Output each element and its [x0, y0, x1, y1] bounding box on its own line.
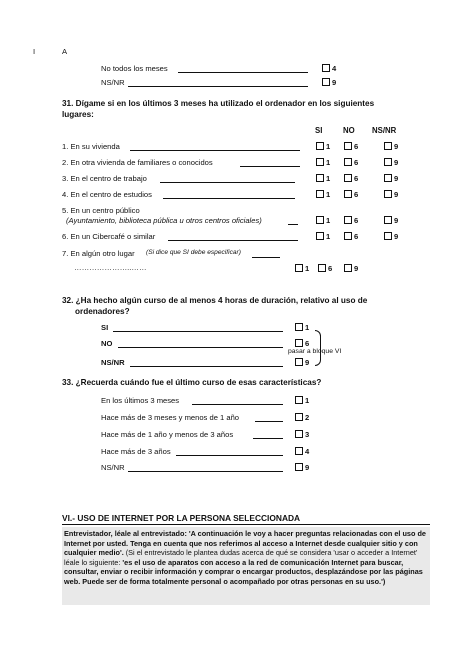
- answer-line: [255, 421, 283, 422]
- section-divider: [62, 524, 430, 525]
- checkbox-nsnr[interactable]: [384, 174, 392, 182]
- answer-line: [253, 438, 283, 439]
- code-si: 1: [326, 142, 331, 151]
- row-label: 7. En algún otro lugar: [62, 249, 135, 258]
- row-label: 6. En un Cibercafé o similar: [62, 232, 156, 241]
- checkbox-si[interactable]: [316, 158, 324, 166]
- option-label: En los últimos 3 meses: [101, 396, 180, 405]
- checkbox[interactable]: [295, 358, 303, 366]
- col-header-nsnr: NS/NR: [372, 126, 397, 135]
- checkbox-si[interactable]: [295, 264, 303, 272]
- row-note: (Si dice que SI debe especificar): [146, 249, 241, 256]
- row-label: 5. En un centro público: [62, 206, 140, 215]
- checkbox-si[interactable]: [316, 216, 324, 224]
- code-nsnr: 9: [394, 216, 399, 225]
- code-no: 6: [354, 158, 359, 167]
- checkbox-si[interactable]: [316, 232, 324, 240]
- checkbox-si[interactable]: [316, 142, 324, 150]
- option-code: 9: [332, 78, 337, 87]
- option-code: 9: [305, 463, 310, 472]
- q31-title-line2: lugares:: [62, 110, 94, 119]
- option-label: Hace más de 3 años: [101, 447, 171, 456]
- checkbox[interactable]: [295, 447, 303, 455]
- code-nsnr: 9: [394, 190, 399, 199]
- checkbox[interactable]: [295, 413, 303, 421]
- answer-line: [252, 257, 280, 258]
- q33-title: 33. ¿Recuerda cuándo fue el último curso de esas características?: [62, 378, 322, 387]
- q31-title-line1: 31. Dígame si en los últimos 3 meses ha utilizado el ordenador en los siguientes: [62, 99, 375, 108]
- checkbox-no[interactable]: [344, 216, 352, 224]
- answer-line: [128, 86, 308, 87]
- code-no: 6: [354, 216, 359, 225]
- checkbox-no[interactable]: [344, 232, 352, 240]
- checkbox-no[interactable]: [344, 174, 352, 182]
- code-nsnr: 9: [354, 264, 359, 273]
- checkbox-si[interactable]: [316, 174, 324, 182]
- row-sublabel: (Ayuntamiento, biblioteca pública u otros centros oficiales): [66, 216, 262, 225]
- checkbox[interactable]: [295, 430, 303, 438]
- option-code: 3: [305, 430, 310, 439]
- option-label: Hace más de 3 meses y menos de 1 año: [101, 413, 240, 422]
- answer-line: [288, 224, 298, 225]
- option-label: NS/NR: [101, 358, 125, 367]
- code-nsnr: 9: [394, 174, 399, 183]
- option-code: 1: [305, 323, 310, 332]
- checkbox-nsnr[interactable]: [384, 216, 392, 224]
- row-label: 3. En el centro de trabajo: [62, 174, 147, 183]
- code-si: 1: [326, 158, 331, 167]
- q32-title-line2: ordenadores?: [75, 307, 130, 316]
- checkbox[interactable]: [295, 396, 303, 404]
- code-no: 6: [354, 232, 359, 241]
- answer-line: [130, 150, 300, 151]
- row-label: 4. En el centro de estudios: [62, 190, 152, 199]
- answer-line: [240, 166, 300, 167]
- checkbox-nsnr[interactable]: [384, 142, 392, 150]
- option-label: NO: [101, 339, 113, 348]
- checkbox-si[interactable]: [316, 190, 324, 198]
- checkbox[interactable]: [295, 323, 303, 331]
- checkbox-nsnr[interactable]: [344, 264, 352, 272]
- page-margin-mark: I: [33, 47, 36, 56]
- answer-line: [163, 198, 295, 199]
- instruction-normal: (Si el entrevistado le plantea dudas acerca de qué se considera 'usar o acceder a Internet' léale lo siguiente:: [64, 548, 418, 567]
- checkbox-nsnr[interactable]: [384, 190, 392, 198]
- option-code: 4: [332, 64, 337, 73]
- skip-note: pasar a bloque VI: [288, 348, 342, 355]
- row-label: 1. En su vivienda: [62, 142, 120, 151]
- row-label: 2. En otra vivienda de familiares o conocidos: [62, 158, 213, 167]
- answer-line: [168, 240, 298, 241]
- option-code: 4: [305, 447, 310, 456]
- checkbox[interactable]: [295, 463, 303, 471]
- code-si: 1: [326, 190, 331, 199]
- option-label: NS/NR: [101, 463, 125, 472]
- q32-title-line1: 32. ¿Ha hecho algún curso de al menos 4 horas de duración, relativo al uso de: [62, 296, 368, 305]
- answer-line: [113, 331, 283, 332]
- code-si: 1: [326, 174, 331, 183]
- interviewer-instruction: [64, 529, 428, 587]
- code-nsnr: 9: [394, 142, 399, 151]
- code-no: 6: [354, 142, 359, 151]
- option-code: 9: [305, 358, 310, 367]
- answer-line: [118, 347, 283, 348]
- block-letter: A: [62, 47, 68, 56]
- answer-line: [176, 455, 283, 456]
- answer-line: [192, 404, 283, 405]
- checkbox-nsnr[interactable]: [384, 232, 392, 240]
- checkbox[interactable]: [322, 78, 330, 86]
- section-heading: VI.- USO DE INTERNET POR LA PERSONA SELECCIONADA: [62, 513, 301, 523]
- col-header-no: NO: [343, 126, 355, 135]
- option-label: Hace más de 1 año y menos de 3 años: [101, 430, 234, 439]
- answer-line: [128, 471, 283, 472]
- col-header-si: SI: [315, 126, 323, 135]
- specify-dots[interactable]: …………………..……: [74, 263, 147, 272]
- answer-line: [130, 366, 283, 367]
- instruction-bold-2: 'es el uso de aparatos con acceso a la red de comunicación Internet para buscar, consultar, enviar o recibir información y comprar o encargar productos, desplazándose por las páginas web. Puede ser de forma totalmente personal o acompañado por otras personas en su uso.'): [64, 557, 423, 586]
- option-label: No todos los meses: [101, 64, 168, 73]
- code-nsnr: 9: [394, 158, 399, 167]
- checkbox-no[interactable]: [344, 190, 352, 198]
- code-si: 1: [326, 216, 331, 225]
- checkbox-no[interactable]: [344, 158, 352, 166]
- option-code: 2: [305, 413, 310, 422]
- answer-line: [178, 72, 308, 73]
- code-si: 1: [305, 264, 310, 273]
- code-no: 6: [328, 264, 333, 273]
- option-code: 6: [305, 339, 310, 348]
- checkbox-no[interactable]: [344, 142, 352, 150]
- code-no: 6: [354, 174, 359, 183]
- code-no: 6: [354, 190, 359, 199]
- code-si: 1: [326, 232, 331, 241]
- option-label: NS/NR: [101, 78, 125, 87]
- option-code: 1: [305, 396, 310, 405]
- instruction-bold: Entrevistador, léale al entrevistado: 'A continuación le voy a hacer preguntas relacionadas con el uso de Internet por usted. Tenga en cuenta que nos referimos al acceso a Internet desde cualquier sitio y con cualquier medio'.: [64, 529, 426, 558]
- option-label: SI: [101, 323, 109, 332]
- code-nsnr: 9: [394, 232, 399, 241]
- answer-line: [160, 182, 295, 183]
- checkbox-nsnr[interactable]: [384, 158, 392, 166]
- checkbox[interactable]: [322, 64, 330, 72]
- checkbox[interactable]: [295, 339, 303, 347]
- checkbox-no[interactable]: [318, 264, 326, 272]
